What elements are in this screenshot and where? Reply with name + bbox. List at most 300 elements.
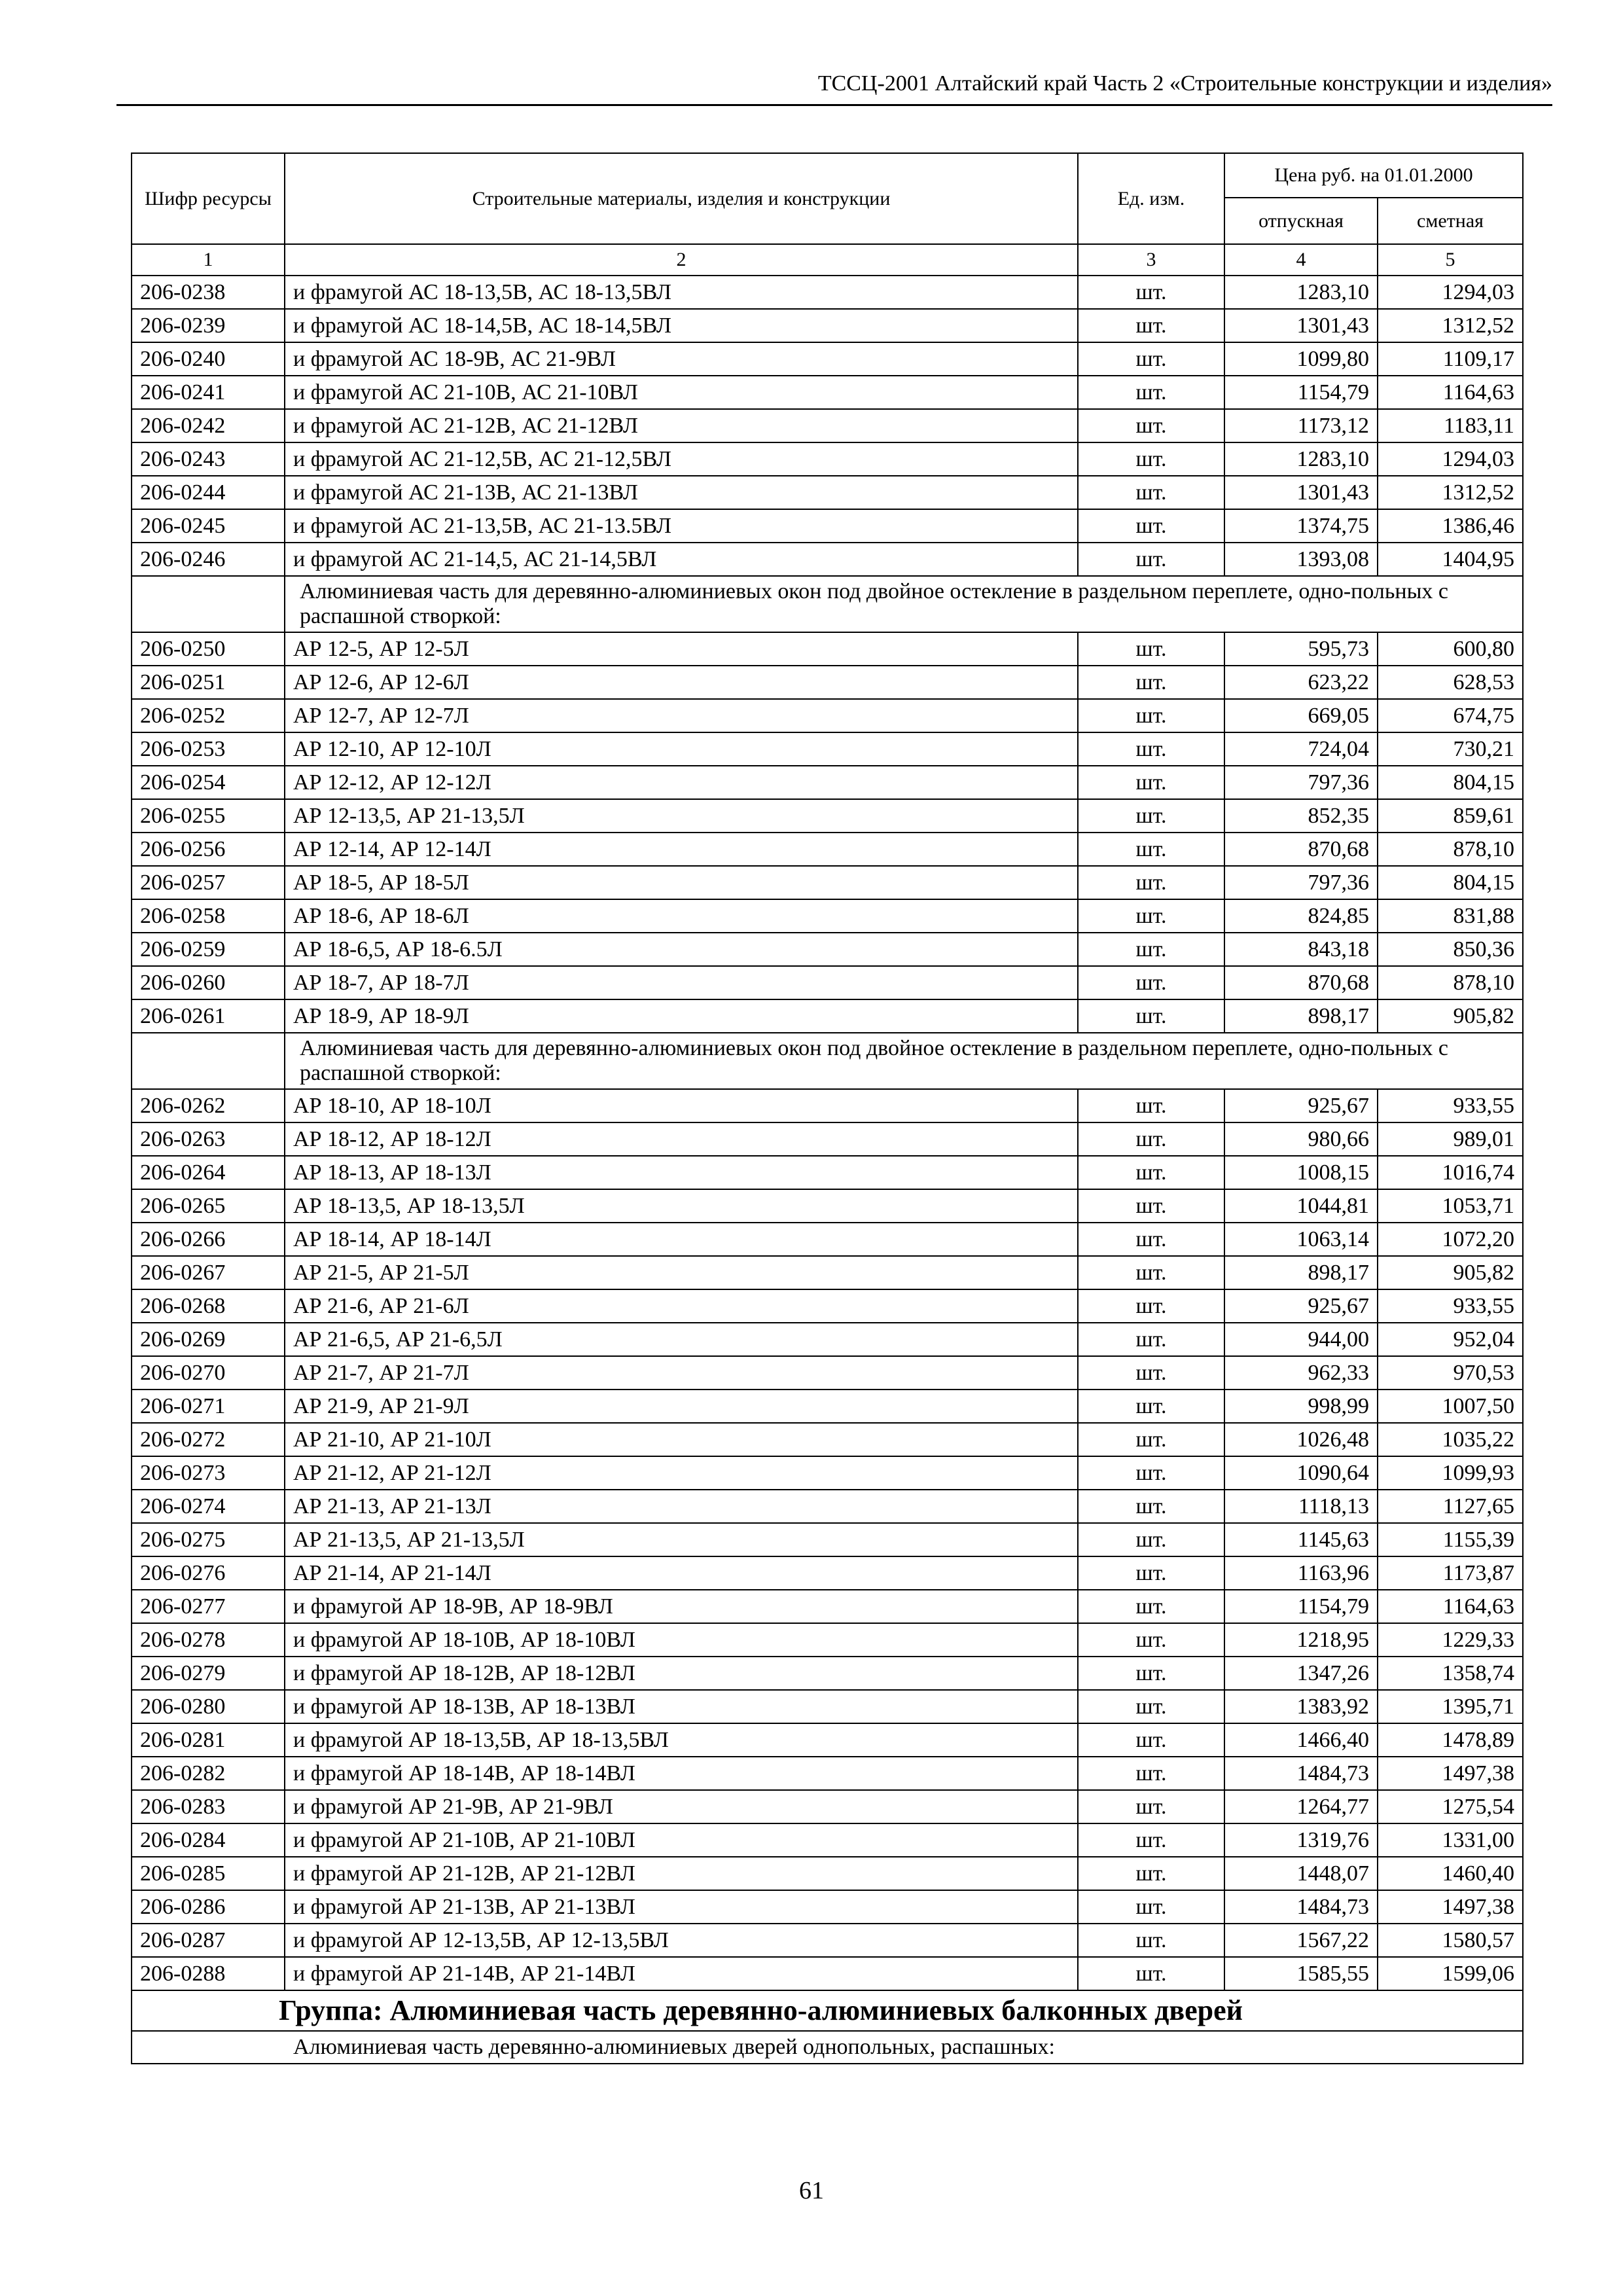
row-name: и фрамугой АС 21-13В, АС 21-13ВЛ: [285, 476, 1078, 509]
row-code: 206-0243: [132, 442, 285, 476]
header-release-price: отпускная: [1224, 198, 1378, 244]
table-row: [132, 1490, 1523, 1523]
table-row: [132, 1757, 1523, 1790]
row-release-price: 1163,96: [1224, 1556, 1378, 1590]
row-release-price: 1063,14: [1224, 1223, 1378, 1256]
row-unit: шт.: [1078, 666, 1224, 699]
table-row: [132, 376, 1523, 409]
row-code: 206-0282: [132, 1757, 285, 1790]
row-unit: шт.: [1078, 1223, 1224, 1256]
table-row: [132, 409, 1523, 442]
row-estimate-price: 674,75: [1378, 699, 1523, 732]
table-row: [132, 999, 1523, 1033]
column-number: 2: [285, 244, 1078, 276]
row-unit: шт.: [1078, 1723, 1224, 1757]
row-estimate-price: 859,61: [1378, 799, 1523, 833]
row-unit: шт.: [1078, 1122, 1224, 1156]
row-code: 206-0257: [132, 866, 285, 899]
row-release-price: 898,17: [1224, 1256, 1378, 1289]
row-estimate-price: 1358,74: [1378, 1657, 1523, 1690]
subheading-section-2: [132, 1033, 1523, 1089]
row-estimate-price: 730,21: [1378, 732, 1523, 766]
group-heading-row: [132, 1990, 1523, 2031]
row-name: АР 12-13,5, АР 21-13,5Л: [285, 799, 1078, 833]
row-estimate-price: 1312,52: [1378, 309, 1523, 342]
table-row: [132, 1223, 1523, 1256]
row-name: АР 12-6, АР 12-6Л: [285, 666, 1078, 699]
row-code: 206-0239: [132, 309, 285, 342]
row-code: 206-0274: [132, 1490, 285, 1523]
row-unit: шт.: [1078, 699, 1224, 732]
table-row: [132, 509, 1523, 543]
row-code: 206-0259: [132, 933, 285, 966]
table-body-section-a: [132, 276, 1523, 576]
row-unit: шт.: [1078, 309, 1224, 342]
table-row: [132, 1089, 1523, 1122]
row-unit: шт.: [1078, 1556, 1224, 1590]
row-name: АР 18-6, АР 18-6Л: [285, 899, 1078, 933]
row-name: АР 12-10, АР 12-10Л: [285, 732, 1078, 766]
row-estimate-price: 933,55: [1378, 1289, 1523, 1323]
row-code: 206-0263: [132, 1122, 285, 1156]
row-release-price: 1044,81: [1224, 1189, 1378, 1223]
row-unit: шт.: [1078, 342, 1224, 376]
column-number: 4: [1224, 244, 1378, 276]
row-estimate-price: 1007,50: [1378, 1390, 1523, 1423]
row-release-price: 925,67: [1224, 1289, 1378, 1323]
row-code: 206-0273: [132, 1456, 285, 1490]
table-row: [132, 442, 1523, 476]
price-table: [131, 152, 1524, 2064]
row-name: АР 18-13, АР 18-13Л: [285, 1156, 1078, 1189]
table-row: [132, 1356, 1523, 1390]
table-row: [132, 899, 1523, 933]
row-code: 206-0269: [132, 1323, 285, 1356]
row-release-price: 870,68: [1224, 966, 1378, 999]
table-row: [132, 1690, 1523, 1723]
row-unit: шт.: [1078, 1690, 1224, 1723]
row-unit: шт.: [1078, 1657, 1224, 1690]
row-unit: шт.: [1078, 1823, 1224, 1857]
table-row: [132, 1556, 1523, 1590]
row-name: и фрамугой АР 21-9В, АР 21-9ВЛ: [285, 1790, 1078, 1823]
row-name: АР 21-10, АР 21-10Л: [285, 1423, 1078, 1456]
subheading-text: Алюминиевая часть для деревянно-алюминиевых окон под двойное остекление в раздельном переплете, одно-польных с распашной створкой:: [285, 1033, 1523, 1089]
row-estimate-price: 1460,40: [1378, 1857, 1523, 1890]
row-release-price: 1301,43: [1224, 476, 1378, 509]
row-estimate-price: 952,04: [1378, 1323, 1523, 1356]
row-name: и фрамугой АР 21-12В, АР 21-12ВЛ: [285, 1857, 1078, 1890]
row-name: и фрамугой АР 21-10В, АР 21-10ВЛ: [285, 1823, 1078, 1857]
row-code: 206-0252: [132, 699, 285, 732]
table-row: [132, 933, 1523, 966]
row-estimate-price: 1294,03: [1378, 442, 1523, 476]
table-row: [132, 866, 1523, 899]
row-code: 206-0254: [132, 766, 285, 799]
row-unit: шт.: [1078, 376, 1224, 409]
row-release-price: 962,33: [1224, 1356, 1378, 1390]
table-row: [132, 632, 1523, 666]
row-release-price: 824,85: [1224, 899, 1378, 933]
row-name: и фрамугой АС 21-13,5В, АС 21-13.5ВЛ: [285, 509, 1078, 543]
row-release-price: 1301,43: [1224, 309, 1378, 342]
row-estimate-price: 1312,52: [1378, 476, 1523, 509]
row-unit: шт.: [1078, 899, 1224, 933]
row-name: и фрамугой АС 18-9В, АС 21-9ВЛ: [285, 342, 1078, 376]
row-release-price: 1374,75: [1224, 509, 1378, 543]
row-release-price: 1319,76: [1224, 1823, 1378, 1857]
row-release-price: 1099,80: [1224, 342, 1378, 376]
row-unit: шт.: [1078, 1890, 1224, 1924]
row-code: 206-0284: [132, 1823, 285, 1857]
row-release-price: 1347,26: [1224, 1657, 1378, 1690]
row-code: 206-0255: [132, 799, 285, 833]
row-unit: шт.: [1078, 732, 1224, 766]
row-name: и фрамугой АР 18-10В, АР 18-10ВЛ: [285, 1623, 1078, 1657]
subheading-row: [132, 576, 1523, 632]
row-release-price: 1154,79: [1224, 376, 1378, 409]
row-estimate-price: 878,10: [1378, 833, 1523, 866]
row-name: АР 12-14, АР 12-14Л: [285, 833, 1078, 866]
subheading-text: Алюминиевая часть для деревянно-алюминиевых окон под двойное остекление в раздельном переплете, одно-польных с распашной створкой:: [285, 576, 1523, 632]
row-estimate-price: 970,53: [1378, 1356, 1523, 1390]
table-row: [132, 666, 1523, 699]
row-code: 206-0268: [132, 1289, 285, 1323]
column-number: 5: [1378, 244, 1523, 276]
row-estimate-price: 1229,33: [1378, 1623, 1523, 1657]
row-unit: шт.: [1078, 1390, 1224, 1423]
row-name: и фрамугой АС 18-14,5В, АС 18-14,5ВЛ: [285, 309, 1078, 342]
table-row: [132, 1323, 1523, 1356]
row-code: 206-0244: [132, 476, 285, 509]
table-row: [132, 1122, 1523, 1156]
table-row: [132, 276, 1523, 309]
row-estimate-price: 1294,03: [1378, 276, 1523, 309]
row-name: АР 12-12, АР 12-12Л: [285, 766, 1078, 799]
subheading-code-cell: [132, 1033, 285, 1089]
column-number-row: [132, 244, 1523, 276]
row-unit: шт.: [1078, 999, 1224, 1033]
row-release-price: 1448,07: [1224, 1857, 1378, 1890]
row-estimate-price: 804,15: [1378, 866, 1523, 899]
row-release-price: 843,18: [1224, 933, 1378, 966]
table-row: [132, 1590, 1523, 1623]
table-row: [132, 966, 1523, 999]
row-name: и фрамугой АС 18-13,5В, АС 18-13,5ВЛ: [285, 276, 1078, 309]
header-name: Строительные материалы, изделия и конструкции: [285, 153, 1078, 244]
table-row: [132, 1890, 1523, 1924]
row-unit: шт.: [1078, 409, 1224, 442]
row-release-price: 1218,95: [1224, 1623, 1378, 1657]
row-release-price: 1585,55: [1224, 1957, 1378, 1990]
row-estimate-price: 905,82: [1378, 999, 1523, 1033]
row-estimate-price: 804,15: [1378, 766, 1523, 799]
subheading-text: Алюминиевая часть деревянно-алюминиевых дверей однопольных, распашных:: [132, 2031, 1523, 2064]
row-name: и фрамугой АР 21-14В, АР 21-14ВЛ: [285, 1957, 1078, 1990]
row-code: 206-0271: [132, 1390, 285, 1423]
row-code: 206-0288: [132, 1957, 285, 1990]
row-unit: шт.: [1078, 933, 1224, 966]
row-name: АР 18-14, АР 18-14Л: [285, 1223, 1078, 1256]
row-code: 206-0278: [132, 1623, 285, 1657]
row-code: 206-0280: [132, 1690, 285, 1723]
row-estimate-price: 1580,57: [1378, 1924, 1523, 1957]
row-unit: шт.: [1078, 866, 1224, 899]
row-release-price: 1283,10: [1224, 442, 1378, 476]
row-unit: шт.: [1078, 1089, 1224, 1122]
row-name: АР 21-14, АР 21-14Л: [285, 1556, 1078, 1590]
row-unit: шт.: [1078, 476, 1224, 509]
row-name: АР 18-10, АР 18-10Л: [285, 1089, 1078, 1122]
row-unit: шт.: [1078, 543, 1224, 576]
table-row: [132, 1657, 1523, 1690]
row-estimate-price: 933,55: [1378, 1089, 1523, 1122]
row-code: 206-0256: [132, 833, 285, 866]
row-code: 206-0245: [132, 509, 285, 543]
row-name: и фрамугой АР 21-13В, АР 21-13ВЛ: [285, 1890, 1078, 1924]
row-release-price: 1145,63: [1224, 1523, 1378, 1556]
row-code: 206-0250: [132, 632, 285, 666]
table-row: [132, 1423, 1523, 1456]
row-unit: шт.: [1078, 1456, 1224, 1490]
row-name: и фрамугой АР 18-9В, АР 18-9ВЛ: [285, 1590, 1078, 1623]
row-unit: шт.: [1078, 1623, 1224, 1657]
row-estimate-price: 1016,74: [1378, 1156, 1523, 1189]
table-row: [132, 1790, 1523, 1823]
row-estimate-price: 1173,87: [1378, 1556, 1523, 1590]
row-estimate-price: 1395,71: [1378, 1690, 1523, 1723]
table-row: [132, 1156, 1523, 1189]
table-header: [132, 153, 1523, 276]
subheading-row: [132, 2031, 1523, 2064]
row-release-price: 1567,22: [1224, 1924, 1378, 1957]
row-code: 206-0258: [132, 899, 285, 933]
row-name: и фрамугой АС 21-10В, АС 21-10ВЛ: [285, 376, 1078, 409]
row-unit: шт.: [1078, 1189, 1224, 1223]
row-unit: шт.: [1078, 1256, 1224, 1289]
page-number: 61: [799, 2177, 824, 2204]
row-name: АР 21-12, АР 21-12Л: [285, 1456, 1078, 1490]
row-estimate-price: 1053,71: [1378, 1189, 1523, 1223]
subheading-code-cell: [132, 576, 285, 632]
row-unit: шт.: [1078, 1857, 1224, 1890]
row-unit: шт.: [1078, 833, 1224, 866]
row-name: АР 18-6,5, АР 18-6.5Л: [285, 933, 1078, 966]
table-body-section-c: [132, 1089, 1523, 1990]
header-unit: [1078, 153, 1224, 244]
column-number: 3: [1078, 244, 1224, 276]
row-name: и фрамугой АР 18-14В, АР 18-14ВЛ: [285, 1757, 1078, 1790]
table-body-section-b: [132, 632, 1523, 1033]
row-unit: шт.: [1078, 1323, 1224, 1356]
table-row: [132, 833, 1523, 866]
header-code: [132, 153, 285, 244]
row-release-price: 998,99: [1224, 1390, 1378, 1423]
row-code: 206-0267: [132, 1256, 285, 1289]
header-price: Цена руб. на 01.01.2000: [1224, 153, 1523, 198]
group-section: [132, 1990, 1523, 2064]
row-name: АР 21-5, АР 21-5Л: [285, 1256, 1078, 1289]
row-code: 206-0266: [132, 1223, 285, 1256]
row-release-price: 1090,64: [1224, 1456, 1378, 1490]
table-row: [132, 1623, 1523, 1657]
row-name: АР 18-5, АР 18-5Л: [285, 866, 1078, 899]
row-release-price: 595,73: [1224, 632, 1378, 666]
table-row: [132, 1189, 1523, 1223]
table-row: [132, 1523, 1523, 1556]
row-release-price: 925,67: [1224, 1089, 1378, 1122]
row-name: АР 18-12, АР 18-12Л: [285, 1122, 1078, 1156]
row-estimate-price: 1497,38: [1378, 1890, 1523, 1924]
row-code: 206-0275: [132, 1523, 285, 1556]
row-code: 206-0265: [132, 1189, 285, 1223]
row-estimate-price: 1155,39: [1378, 1523, 1523, 1556]
group-heading: Группа: Алюминиевая часть деревянно-алюминиевых балконных дверей: [132, 1990, 1523, 2031]
table-row: [132, 1256, 1523, 1289]
header-code-label: Шифр ресурсы: [145, 187, 272, 209]
row-unit: шт.: [1078, 1757, 1224, 1790]
table-row: [132, 766, 1523, 799]
row-code: 206-0270: [132, 1356, 285, 1390]
row-unit: шт.: [1078, 1924, 1224, 1957]
row-code: 206-0242: [132, 409, 285, 442]
row-name: АР 18-13,5, АР 18-13,5Л: [285, 1189, 1078, 1223]
row-estimate-price: 1164,63: [1378, 1590, 1523, 1623]
row-unit: шт.: [1078, 1790, 1224, 1823]
row-unit: шт.: [1078, 1356, 1224, 1390]
row-code: 206-0246: [132, 543, 285, 576]
row-name: АР 12-7, АР 12-7Л: [285, 699, 1078, 732]
row-estimate-price: 1599,06: [1378, 1957, 1523, 1990]
row-estimate-price: 1404,95: [1378, 543, 1523, 576]
row-unit: шт.: [1078, 1490, 1224, 1523]
row-unit: шт.: [1078, 1590, 1224, 1623]
subheading-section-1: [132, 576, 1523, 632]
row-release-price: 669,05: [1224, 699, 1378, 732]
table-row: [132, 1390, 1523, 1423]
row-unit: шт.: [1078, 509, 1224, 543]
row-name: АР 18-7, АР 18-7Л: [285, 966, 1078, 999]
row-estimate-price: 1109,17: [1378, 342, 1523, 376]
row-release-price: 1264,77: [1224, 1790, 1378, 1823]
row-name: АР 21-13, АР 21-13Л: [285, 1490, 1078, 1523]
row-release-price: 1026,48: [1224, 1423, 1378, 1456]
row-release-price: 797,36: [1224, 866, 1378, 899]
row-name: и фрамугой АР 12-13,5В, АР 12-13,5ВЛ: [285, 1924, 1078, 1957]
row-unit: шт.: [1078, 766, 1224, 799]
row-name: и фрамугой АС 21-12В, АС 21-12ВЛ: [285, 409, 1078, 442]
table-row: [132, 309, 1523, 342]
row-release-price: 1484,73: [1224, 1757, 1378, 1790]
row-name: и фрамугой АР 18-13,5В, АР 18-13,5ВЛ: [285, 1723, 1078, 1757]
row-release-price: 1154,79: [1224, 1590, 1378, 1623]
table-row: [132, 799, 1523, 833]
table-row: [132, 1924, 1523, 1957]
row-unit: шт.: [1078, 632, 1224, 666]
column-number: 1: [132, 244, 285, 276]
row-release-price: 1383,92: [1224, 1690, 1378, 1723]
row-estimate-price: 831,88: [1378, 899, 1523, 933]
row-name: и фрамугой АС 21-14,5, АС 21-14,5ВЛ: [285, 543, 1078, 576]
row-unit: шт.: [1078, 799, 1224, 833]
row-unit: шт.: [1078, 966, 1224, 999]
row-code: 206-0279: [132, 1657, 285, 1690]
row-name: АР 21-7, АР 21-7Л: [285, 1356, 1078, 1390]
row-release-price: 1466,40: [1224, 1723, 1378, 1757]
row-name: АР 21-6,5, АР 21-6,5Л: [285, 1323, 1078, 1356]
row-name: и фрамугой АС 21-12,5В, АС 21-12,5ВЛ: [285, 442, 1078, 476]
row-estimate-price: 878,10: [1378, 966, 1523, 999]
row-release-price: 1173,12: [1224, 409, 1378, 442]
row-unit: шт.: [1078, 1289, 1224, 1323]
row-release-price: 1484,73: [1224, 1890, 1378, 1924]
table-row: [132, 1857, 1523, 1890]
table-row: [132, 1456, 1523, 1490]
row-name: АР 12-5, АР 12-5Л: [285, 632, 1078, 666]
row-code: 206-0264: [132, 1156, 285, 1189]
row-estimate-price: 1331,00: [1378, 1823, 1523, 1857]
row-estimate-price: 1478,89: [1378, 1723, 1523, 1757]
subheading-row: [132, 1033, 1523, 1089]
row-release-price: 870,68: [1224, 833, 1378, 866]
row-name: и фрамугой АР 18-13В, АР 18-13ВЛ: [285, 1690, 1078, 1723]
row-code: 206-0283: [132, 1790, 285, 1823]
row-estimate-price: 1164,63: [1378, 376, 1523, 409]
row-code: 206-0272: [132, 1423, 285, 1456]
row-code: 206-0277: [132, 1590, 285, 1623]
row-code: 206-0281: [132, 1723, 285, 1757]
row-estimate-price: 1127,65: [1378, 1490, 1523, 1523]
row-code: 206-0276: [132, 1556, 285, 1590]
row-unit: шт.: [1078, 276, 1224, 309]
row-estimate-price: 850,36: [1378, 933, 1523, 966]
table-row: [132, 476, 1523, 509]
row-code: 206-0241: [132, 376, 285, 409]
row-release-price: 944,00: [1224, 1323, 1378, 1356]
row-code: 206-0251: [132, 666, 285, 699]
row-name: АР 18-9, АР 18-9Л: [285, 999, 1078, 1033]
table-row: [132, 1289, 1523, 1323]
row-estimate-price: 1072,20: [1378, 1223, 1523, 1256]
row-estimate-price: 1275,54: [1378, 1790, 1523, 1823]
row-unit: шт.: [1078, 1423, 1224, 1456]
row-estimate-price: 1183,11: [1378, 409, 1523, 442]
row-name: АР 21-6, АР 21-6Л: [285, 1289, 1078, 1323]
header-rule: [116, 104, 1552, 106]
running-header: ТССЦ-2001 Алтайский край Часть 2 «Строительные конструкции и изделия»: [817, 71, 1552, 96]
table-row: [132, 1723, 1523, 1757]
row-code: 206-0261: [132, 999, 285, 1033]
table-row: [132, 342, 1523, 376]
row-code: 206-0238: [132, 276, 285, 309]
row-code: 206-0285: [132, 1857, 285, 1890]
row-release-price: 1118,13: [1224, 1490, 1378, 1523]
row-release-price: 980,66: [1224, 1122, 1378, 1156]
row-release-price: 1008,15: [1224, 1156, 1378, 1189]
table-row: [132, 1823, 1523, 1857]
row-estimate-price: 1386,46: [1378, 509, 1523, 543]
row-code: 206-0253: [132, 732, 285, 766]
row-estimate-price: 989,01: [1378, 1122, 1523, 1156]
row-unit: шт.: [1078, 1957, 1224, 1990]
table-row: [132, 699, 1523, 732]
row-code: 206-0262: [132, 1089, 285, 1122]
row-code: 206-0260: [132, 966, 285, 999]
header-estimate-price: сметная: [1378, 198, 1523, 244]
row-unit: шт.: [1078, 1523, 1224, 1556]
row-unit: шт.: [1078, 442, 1224, 476]
row-estimate-price: 1497,38: [1378, 1757, 1523, 1790]
